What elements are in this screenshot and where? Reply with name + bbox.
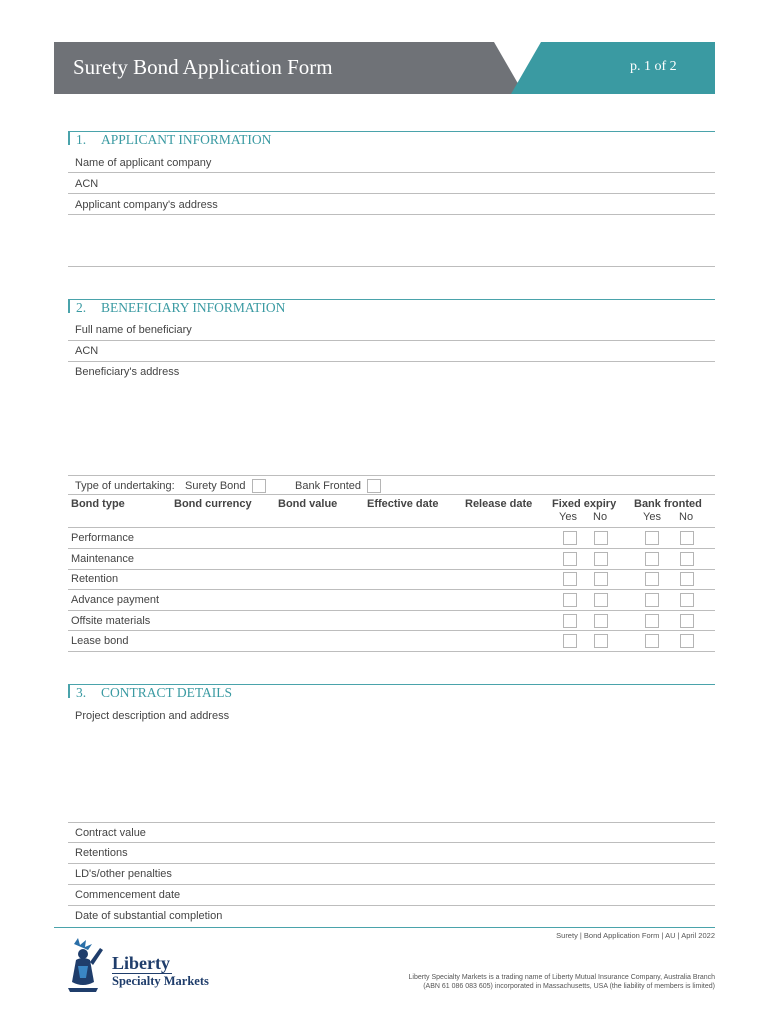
section-2-title: BENEFICIARY INFORMATION — [101, 300, 286, 315]
section-2-number: 2. — [76, 300, 87, 315]
project-description-field[interactable]: Project description and address — [75, 710, 230, 722]
col-bond-currency: Bond currency — [174, 498, 252, 510]
retentions-field[interactable]: Retentions — [75, 847, 128, 859]
undertaking-label: Type of undertaking: — [75, 480, 175, 492]
fixed-expiry-no-checkbox[interactable] — [594, 552, 608, 566]
applicant-acn-field[interactable]: ACN — [75, 178, 99, 190]
table-row: Lease bond — [71, 635, 129, 647]
section-3-title: CONTRACT DETAILS — [101, 685, 233, 700]
fixed-expiry-no-checkbox[interactable] — [594, 572, 608, 586]
bank-fronted-no-checkbox[interactable] — [680, 531, 694, 545]
fixed-expiry-yes-checkbox[interactable] — [563, 531, 577, 545]
divider — [68, 266, 715, 267]
beneficiary-name-field[interactable]: Full name of beneficiary — [75, 324, 192, 336]
bank-fronted-yes-checkbox[interactable] — [645, 531, 659, 545]
commencement-date-field[interactable]: Commencement date — [75, 889, 181, 901]
bank-fronted-yes-checkbox[interactable] — [645, 572, 659, 586]
bank-fronted-yes-checkbox[interactable] — [645, 552, 659, 566]
fixed-expiry-no-checkbox[interactable] — [594, 593, 608, 607]
divider — [68, 610, 715, 611]
form-title: Surety Bond Application Form — [73, 55, 333, 79]
divider — [68, 193, 715, 194]
contract-value-field[interactable]: Contract value — [75, 827, 146, 839]
divider — [68, 172, 715, 173]
bank-fronted-yes-checkbox[interactable] — [645, 614, 659, 628]
applicant-name-field[interactable]: Name of applicant company — [75, 157, 212, 169]
table-row: Offsite materials — [71, 615, 151, 627]
divider — [68, 214, 715, 215]
section-1-title: APPLICANT INFORMATION — [101, 132, 272, 147]
bank-fronted-yes-checkbox[interactable] — [645, 593, 659, 607]
fixed-expiry-no-checkbox[interactable] — [594, 531, 608, 545]
table-row: Maintenance — [71, 553, 134, 565]
fixed-expiry-no-checkbox[interactable] — [594, 634, 608, 648]
penalties-field[interactable]: LD's/other penalties — [75, 868, 172, 880]
bank-fronted-yes-label: Yes — [643, 511, 661, 523]
divider — [68, 822, 715, 823]
fixed-expiry-yes-checkbox[interactable] — [563, 552, 577, 566]
beneficiary-acn-field[interactable]: ACN — [75, 345, 99, 357]
bank-fronted-yes-checkbox[interactable] — [645, 634, 659, 648]
col-bond-value: Bond value — [278, 498, 338, 510]
divider — [68, 548, 715, 549]
applicant-address-field[interactable]: Applicant company's address — [75, 199, 218, 211]
col-bank-fronted: Bank fronted — [634, 498, 702, 510]
section-1-number: 1. — [76, 132, 87, 147]
fixed-expiry-no-checkbox[interactable] — [594, 614, 608, 628]
col-effective-date: Effective date — [367, 498, 439, 510]
divider — [68, 651, 715, 652]
bank-fronted-option-label: Bank Fronted — [295, 480, 362, 492]
divider — [68, 589, 715, 590]
fixed-expiry-yes-checkbox[interactable] — [563, 572, 577, 586]
liberty-statue-logo-icon — [66, 938, 110, 992]
bank-fronted-no-checkbox[interactable] — [680, 593, 694, 607]
col-fixed-expiry: Fixed expiry — [552, 498, 617, 510]
fixed-expiry-yes-label: Yes — [559, 511, 577, 523]
logo-wordmark-liberty: Liberty — [112, 953, 170, 973]
divider — [68, 527, 715, 528]
page-indicator: p. 1 of 2 — [630, 59, 677, 74]
fixed-expiry-yes-checkbox[interactable] — [563, 593, 577, 607]
completion-date-field[interactable]: Date of substantial completion — [75, 910, 223, 922]
logo-wordmark-specialty-markets: Specialty Markets — [112, 974, 209, 988]
footer-rule — [54, 927, 715, 928]
fixed-expiry-no-label: No — [593, 511, 608, 523]
legal-notice-line-1: Liberty Specialty Markets is a trading name of Liberty Mutual Insurance Company, Australia Branch — [408, 974, 715, 981]
surety-bond-option-label: Surety Bond — [185, 480, 246, 492]
divider — [68, 884, 715, 885]
surety-bond-checkbox[interactable] — [252, 479, 266, 493]
divider — [68, 340, 715, 341]
section-1-marker — [68, 131, 70, 145]
divider — [68, 842, 715, 843]
bank-fronted-no-checkbox[interactable] — [680, 634, 694, 648]
divider — [68, 569, 715, 570]
bank-fronted-no-label: No — [679, 511, 694, 523]
bank-fronted-checkbox[interactable] — [367, 479, 381, 493]
divider — [68, 863, 715, 864]
beneficiary-address-field[interactable]: Beneficiary's address — [75, 366, 180, 378]
table-row: Retention — [71, 573, 119, 585]
fixed-expiry-yes-checkbox[interactable] — [563, 634, 577, 648]
legal-notice-line-2: (ABN 61 086 083 605) incorporated in Massachusetts, USA (the liability of members is limited) — [423, 983, 715, 990]
bank-fronted-no-checkbox[interactable] — [680, 614, 694, 628]
table-row: Performance — [71, 532, 134, 544]
col-bond-type: Bond type — [71, 498, 125, 510]
bank-fronted-no-checkbox[interactable] — [680, 552, 694, 566]
section-2-marker — [68, 299, 70, 313]
section-3-number: 3. — [76, 685, 87, 700]
document-reference: Surety | Bond Application Form | AU | April 2022 — [556, 931, 715, 940]
section-3-marker — [68, 684, 70, 698]
col-release-date: Release date — [465, 498, 533, 510]
divider — [68, 494, 715, 495]
header-page-band — [511, 42, 715, 94]
bank-fronted-no-checkbox[interactable] — [680, 572, 694, 586]
divider — [68, 905, 715, 906]
fixed-expiry-yes-checkbox[interactable] — [563, 614, 577, 628]
divider — [68, 361, 715, 362]
divider — [68, 630, 715, 631]
table-row: Advance payment — [71, 594, 160, 606]
divider — [68, 475, 715, 476]
